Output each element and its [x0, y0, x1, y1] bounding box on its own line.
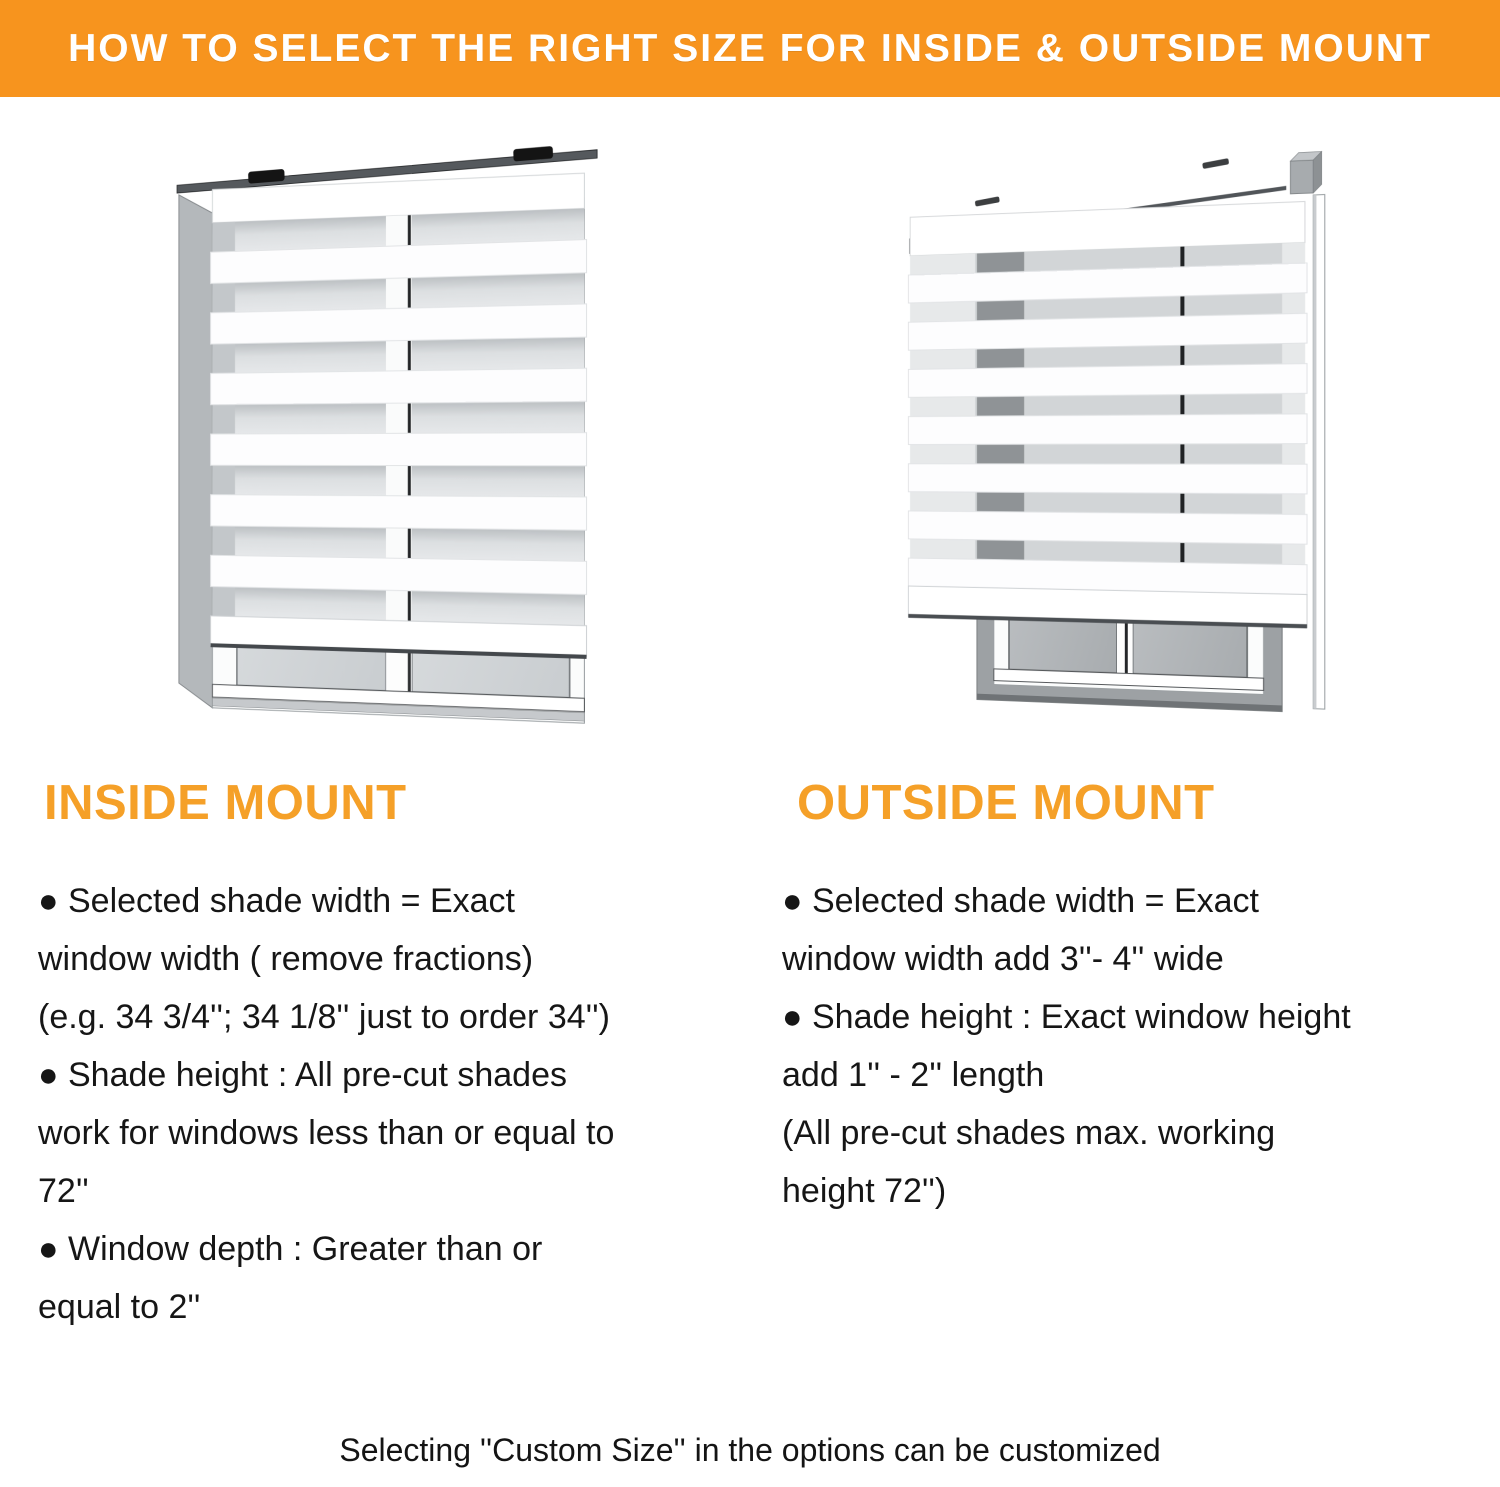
side-rail: [1313, 195, 1325, 710]
inside-mount-window-drawing: [169, 137, 607, 777]
outside-mount-window-drawing: [897, 130, 1349, 786]
bullet-line: window width add 3''- 4'' wide: [782, 940, 1224, 978]
bullet-line: ● Shade height : Exact window height: [782, 998, 1351, 1036]
outside-mount-illustration: [897, 130, 1349, 786]
bullet-line: ● Shade height : All pre-cut shades: [38, 1056, 567, 1094]
bullet-line: equal to 2'': [38, 1288, 201, 1326]
inside-mount-illustration: [169, 137, 607, 777]
bullet-line: window width ( remove fractions): [38, 940, 534, 978]
page-title: HOW TO SELECT THE RIGHT SIZE FOR INSIDE & OUTSIDE MOUNT: [68, 26, 1432, 70]
inside-mount-heading: INSIDE MOUNT: [44, 776, 407, 830]
mounting-block: [1290, 151, 1321, 193]
bullet-line: ● Selected shade width = Exact: [782, 882, 1259, 920]
zebra-shade: [908, 201, 1307, 628]
title-banner: [0, 0, 1500, 97]
outside-mount-text: [782, 872, 1482, 1220]
outside-mount-heading: OUTSIDE MOUNT: [797, 776, 1215, 830]
bullet-line: height 72''): [782, 1172, 947, 1210]
bullet-line: 72'': [38, 1172, 89, 1210]
bullet-line: (All pre-cut shades max. working: [782, 1114, 1276, 1152]
bullet-line: add 1'' - 2'' length: [782, 1056, 1045, 1094]
bullet-line: work for windows less than or equal to: [38, 1114, 615, 1152]
custom-size-note: Selecting ''Custom Size'' in the options can be customized: [339, 1432, 1161, 1468]
bullet-line: ● Selected shade width = Exact: [38, 882, 515, 920]
zebra-shade: [177, 144, 597, 659]
inside-mount-text: [38, 872, 748, 1336]
bullet-line: (e.g. 34 3/4''; 34 1/8'' just to order 34''): [38, 998, 610, 1036]
bullet-line: ● Window depth : Greater than or: [38, 1230, 543, 1268]
